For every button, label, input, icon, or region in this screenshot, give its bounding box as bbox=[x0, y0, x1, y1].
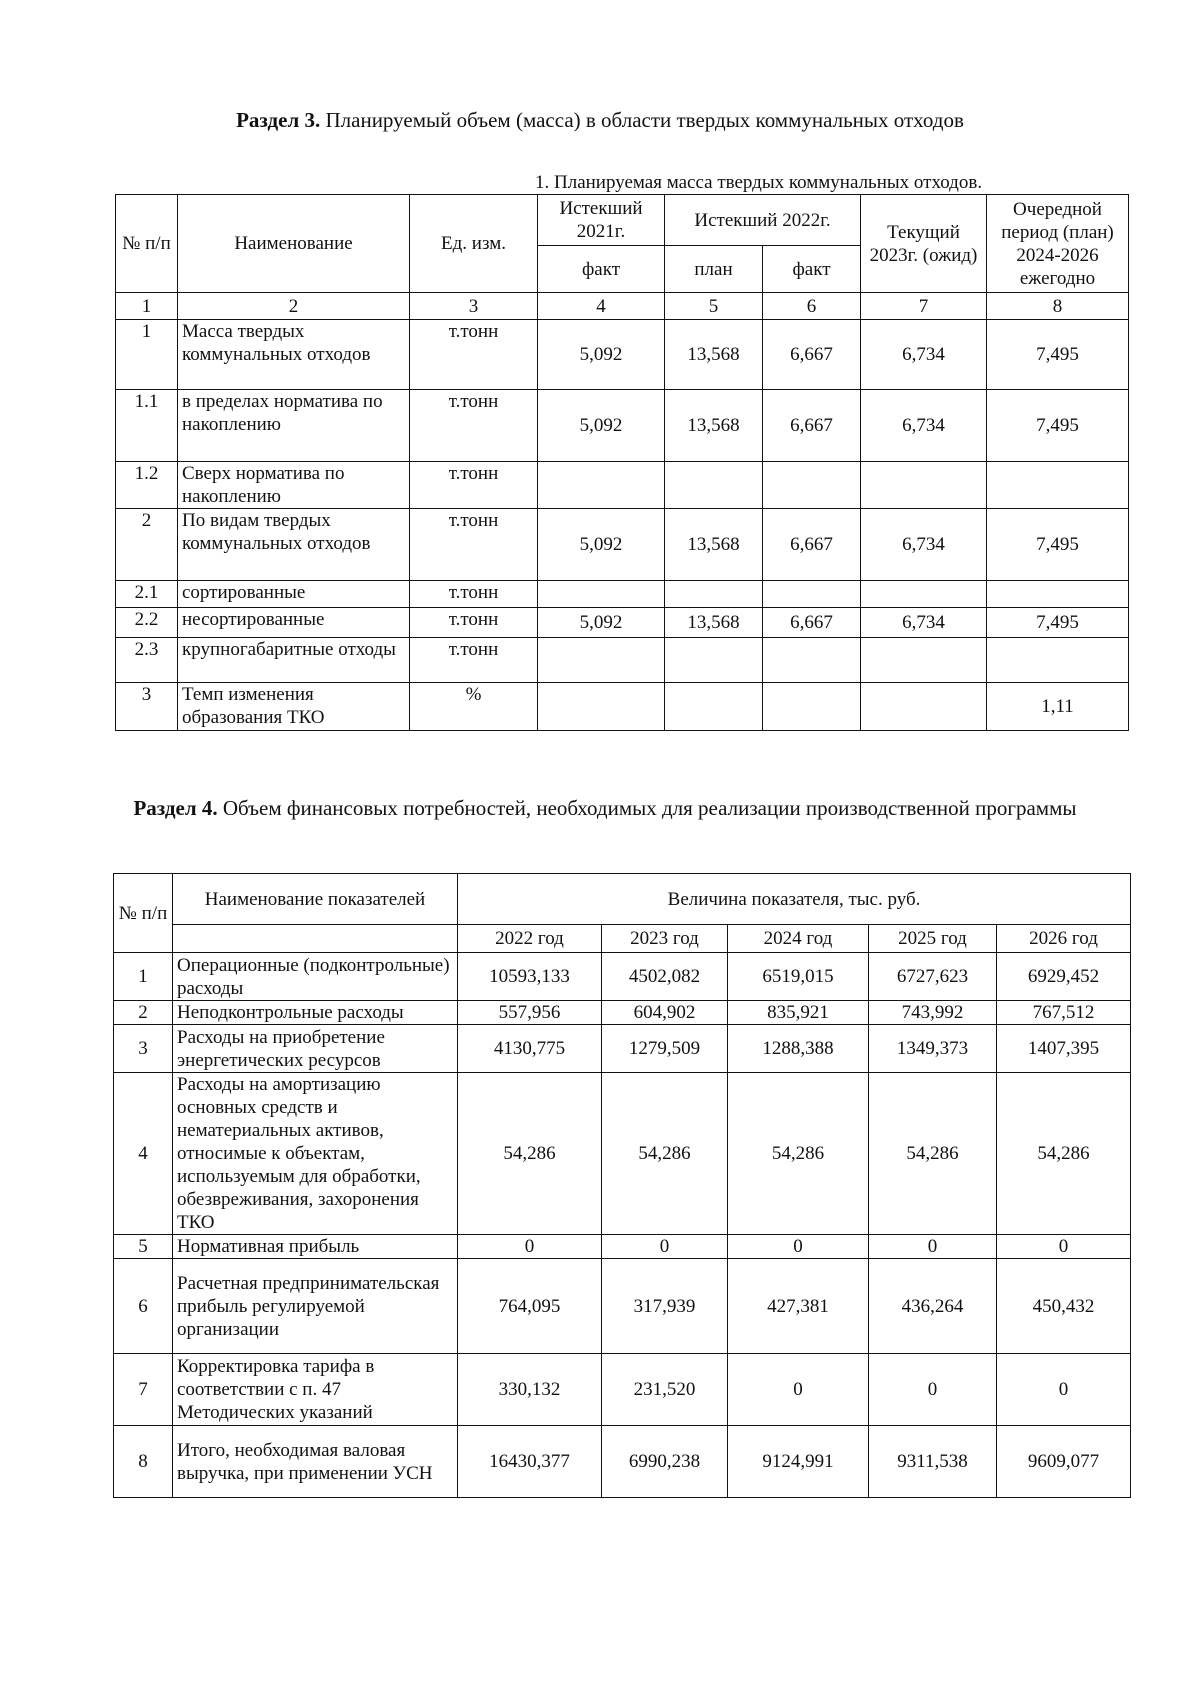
t2-row-value: 0 bbox=[728, 1354, 869, 1426]
t1-row-value bbox=[987, 638, 1129, 683]
t2-row-num: 8 bbox=[114, 1426, 173, 1498]
t2-row-value: 54,286 bbox=[869, 1073, 997, 1235]
t1-row-value bbox=[861, 581, 987, 608]
t2-row-value: 6929,452 bbox=[997, 953, 1131, 1001]
t2-row-name: Неподконтрольные расходы bbox=[173, 1001, 458, 1025]
t1-header-name: Наименование bbox=[178, 195, 410, 293]
t2-row-name: Расходы на амортизацию основных средств и нематериальных активов, относимые к объектам, используемым для обработки, обезвреживания, захоронения ТКО bbox=[173, 1073, 458, 1235]
section4-label: Раздел 4. bbox=[133, 796, 218, 820]
t2-row-value: 764,095 bbox=[458, 1259, 602, 1354]
t2-row-value: 330,132 bbox=[458, 1354, 602, 1426]
t1-row-num: 1.1 bbox=[116, 390, 178, 462]
t1-row bbox=[116, 683, 1129, 731]
t1-row-value: 13,568 bbox=[665, 509, 763, 581]
t2-row-value: 6990,238 bbox=[602, 1426, 728, 1498]
t1-row-num: 3 bbox=[116, 683, 178, 731]
t2-row-num: 2 bbox=[114, 1001, 173, 1025]
t2-row-value: 54,286 bbox=[602, 1073, 728, 1235]
t1-row-value: 6,667 bbox=[763, 509, 861, 581]
t1-row-value bbox=[861, 683, 987, 731]
t1-row-unit: т.тонн bbox=[410, 320, 538, 390]
t2-header-year: 2025 год bbox=[869, 925, 997, 953]
t1-row-unit: т.тонн bbox=[410, 638, 538, 683]
t2-row-value: 9124,991 bbox=[728, 1426, 869, 1498]
t1-header-num: № п/п bbox=[116, 195, 178, 293]
t1-row-num: 2.1 bbox=[116, 581, 178, 608]
t1-row-num: 2.3 bbox=[116, 638, 178, 683]
t2-header-blank bbox=[173, 925, 458, 953]
t2-row-value: 0 bbox=[602, 1235, 728, 1259]
t1-row-value: 6,734 bbox=[861, 509, 987, 581]
t2-header-year: 2022 год bbox=[458, 925, 602, 953]
t1-row-value bbox=[665, 638, 763, 683]
t2-row-value: 4130,775 bbox=[458, 1025, 602, 1073]
t2-row-value: 0 bbox=[997, 1354, 1131, 1426]
t1-row bbox=[116, 581, 1129, 608]
t1-row-name: сортированные bbox=[178, 581, 410, 608]
t2-row-value: 557,956 bbox=[458, 1001, 602, 1025]
t2-row-name: Расчетная предпринимательская прибыль регулируемой организации bbox=[173, 1259, 458, 1354]
t2-row-value: 743,992 bbox=[869, 1001, 997, 1025]
t2-row bbox=[114, 1426, 1131, 1498]
t1-header-2021: Истекший 2021г. bbox=[538, 195, 665, 246]
t2-row-value: 0 bbox=[728, 1235, 869, 1259]
t1-header-2023: Текущий 2023г. (ожид) bbox=[861, 195, 987, 293]
t2-row bbox=[114, 1001, 1131, 1025]
t1-row-value: 7,495 bbox=[987, 320, 1129, 390]
t1-row-value bbox=[763, 683, 861, 731]
t1-row-name: Сверх норматива по накоплению bbox=[178, 462, 410, 509]
t2-row-value: 10593,133 bbox=[458, 953, 602, 1001]
t1-row-value: 5,092 bbox=[538, 608, 665, 638]
section3-heading bbox=[0, 107, 1200, 133]
t1-row-value: 5,092 bbox=[538, 390, 665, 462]
t2-row-value: 54,286 bbox=[728, 1073, 869, 1235]
t2-row-value: 1407,395 bbox=[997, 1025, 1131, 1073]
t1-row bbox=[116, 462, 1129, 509]
t1-row-unit: т.тонн bbox=[410, 390, 538, 462]
t2-row-value: 1288,388 bbox=[728, 1025, 869, 1073]
t2-row-value: 767,512 bbox=[997, 1001, 1131, 1025]
t1-colnum: 1 bbox=[116, 293, 178, 320]
t2-row-num: 3 bbox=[114, 1025, 173, 1073]
t1-row-num: 1 bbox=[116, 320, 178, 390]
t2-row-name: Операционные (подконтрольные) расходы bbox=[173, 953, 458, 1001]
t1-row-value bbox=[763, 581, 861, 608]
t1-row-value bbox=[538, 638, 665, 683]
t1-colnum: 8 bbox=[987, 293, 1129, 320]
t1-colnum: 2 bbox=[178, 293, 410, 320]
t2-row-value: 450,432 bbox=[997, 1259, 1131, 1354]
t1-row-value: 6,667 bbox=[763, 390, 861, 462]
t2-header-year: 2024 год bbox=[728, 925, 869, 953]
t1-row-value bbox=[861, 462, 987, 509]
t1-header-2022-plan: план bbox=[665, 246, 763, 293]
t1-row-name: крупногабаритные отходы bbox=[178, 638, 410, 683]
t2-row-value: 0 bbox=[869, 1235, 997, 1259]
t2-row-value: 427,381 bbox=[728, 1259, 869, 1354]
t1-row-value bbox=[538, 581, 665, 608]
t1-row-name: в пределах норматива по накоплению bbox=[178, 390, 410, 462]
t1-row-value bbox=[987, 462, 1129, 509]
t2-row-value: 0 bbox=[458, 1235, 602, 1259]
t1-row-value: 6,734 bbox=[861, 320, 987, 390]
t1-row-name: несортированные bbox=[178, 608, 410, 638]
t1-row-value: 7,495 bbox=[987, 608, 1129, 638]
t2-row bbox=[114, 953, 1131, 1001]
t2-row-value: 6727,623 bbox=[869, 953, 997, 1001]
t2-row-value: 4502,082 bbox=[602, 953, 728, 1001]
t1-row-name: Темп изменения образования ТКО bbox=[178, 683, 410, 731]
t2-row bbox=[114, 1025, 1131, 1073]
t2-row-value: 231,520 bbox=[602, 1354, 728, 1426]
t2-row-value: 9609,077 bbox=[997, 1426, 1131, 1498]
t1-header-2022: Истекший 2022г. bbox=[665, 195, 861, 246]
t2-row-num: 6 bbox=[114, 1259, 173, 1354]
t1-column-numbers bbox=[116, 293, 1129, 320]
t1-row-value bbox=[763, 462, 861, 509]
t2-row-value: 604,902 bbox=[602, 1001, 728, 1025]
t2-row-value: 9311,538 bbox=[869, 1426, 997, 1498]
t1-row-unit: т.тонн bbox=[410, 581, 538, 608]
t2-row-num: 5 bbox=[114, 1235, 173, 1259]
t1-row-value bbox=[665, 462, 763, 509]
t1-header-next-period: Очередной период (план) 2024-2026 ежегодно bbox=[987, 195, 1129, 293]
t1-row-value: 6,667 bbox=[763, 608, 861, 638]
t1-row bbox=[116, 509, 1129, 581]
t1-row-num: 2 bbox=[116, 509, 178, 581]
t2-row bbox=[114, 1354, 1131, 1426]
t1-row-value: 7,495 bbox=[987, 509, 1129, 581]
t1-row-value: 6,667 bbox=[763, 320, 861, 390]
t1-row-unit: т.тонн bbox=[410, 462, 538, 509]
t2-row-value: 1349,373 bbox=[869, 1025, 997, 1073]
t2-row-value: 16430,377 bbox=[458, 1426, 602, 1498]
t1-header-2021-fact: факт bbox=[538, 246, 665, 293]
t1-row-num: 2.2 bbox=[116, 608, 178, 638]
t2-row-value: 436,264 bbox=[869, 1259, 997, 1354]
t2-row-value: 54,286 bbox=[458, 1073, 602, 1235]
t1-row-num: 1.2 bbox=[116, 462, 178, 509]
t1-row-value bbox=[538, 462, 665, 509]
t1-row bbox=[116, 638, 1129, 683]
t2-row-value: 1279,509 bbox=[602, 1025, 728, 1073]
t1-row-unit: т.тонн bbox=[410, 608, 538, 638]
t1-row-value: 1,11 bbox=[987, 683, 1129, 731]
t1-header-unit: Ед. изм. bbox=[410, 195, 538, 293]
t2-row bbox=[114, 1259, 1131, 1354]
t1-row-value bbox=[665, 683, 763, 731]
t2-row-num: 1 bbox=[114, 953, 173, 1001]
t2-row-value: 0 bbox=[869, 1354, 997, 1426]
t1-row-value: 7,495 bbox=[987, 390, 1129, 462]
t1-row-value bbox=[861, 638, 987, 683]
t2-header-year: 2023 год bbox=[602, 925, 728, 953]
t1-row bbox=[116, 390, 1129, 462]
t1-header-2022-fact: факт bbox=[763, 246, 861, 293]
section3-label: Раздел 3. bbox=[236, 108, 321, 132]
t1-colnum: 4 bbox=[538, 293, 665, 320]
t2-row-value: 835,921 bbox=[728, 1001, 869, 1025]
t1-row-value bbox=[987, 581, 1129, 608]
t1-row-value: 13,568 bbox=[665, 390, 763, 462]
t2-row-name: Нормативная прибыль bbox=[173, 1235, 458, 1259]
table1-caption: 1. Планируемая масса твердых коммунальных отходов. bbox=[535, 172, 983, 193]
waste-mass-table bbox=[115, 194, 1129, 731]
section4-heading bbox=[130, 795, 1080, 821]
t1-row-value: 13,568 bbox=[665, 320, 763, 390]
section3-title: Планируемый объем (масса) в области твердых коммунальных отходов bbox=[325, 108, 964, 132]
t1-row bbox=[116, 608, 1129, 638]
t2-row-num: 7 bbox=[114, 1354, 173, 1426]
t1-row bbox=[116, 320, 1129, 390]
financial-needs-table bbox=[113, 873, 1131, 1498]
t2-row-value: 6519,015 bbox=[728, 953, 869, 1001]
t2-row-value: 0 bbox=[997, 1235, 1131, 1259]
t1-colnum: 7 bbox=[861, 293, 987, 320]
t1-row-value bbox=[763, 638, 861, 683]
t2-row-name: Итого, необходимая валовая выручка, при применении УСН bbox=[173, 1426, 458, 1498]
t1-row-value bbox=[538, 683, 665, 731]
t1-row-unit: т.тонн bbox=[410, 509, 538, 581]
t2-header-year: 2026 год bbox=[997, 925, 1131, 953]
t1-row-value: 13,568 bbox=[665, 608, 763, 638]
t2-row-name: Корректировка тарифа в соответствии с п. 47 Методических указаний bbox=[173, 1354, 458, 1426]
t1-colnum: 5 bbox=[665, 293, 763, 320]
t2-header-name: Наименование показателей bbox=[173, 874, 458, 925]
t2-header-num: № п/п bbox=[114, 874, 173, 953]
t1-row-value: 5,092 bbox=[538, 509, 665, 581]
section4-title: Объем финансовых потребностей, необходимых для реализации производственной программы bbox=[222, 796, 1077, 820]
t2-header-value: Величина показателя, тыс. руб. bbox=[458, 874, 1131, 925]
t1-colnum: 3 bbox=[410, 293, 538, 320]
t1-row-value: 5,092 bbox=[538, 320, 665, 390]
t2-row bbox=[114, 1235, 1131, 1259]
t1-row-name: Масса твердых коммунальных отходов bbox=[178, 320, 410, 390]
t1-row-name: По видам твердых коммунальных отходов bbox=[178, 509, 410, 581]
t2-row-name: Расходы на приобретение энергетических ресурсов bbox=[173, 1025, 458, 1073]
t1-row-value: 6,734 bbox=[861, 608, 987, 638]
t2-row bbox=[114, 1073, 1131, 1235]
t2-row-num: 4 bbox=[114, 1073, 173, 1235]
t2-row-value: 317,939 bbox=[602, 1259, 728, 1354]
t1-row-value bbox=[665, 581, 763, 608]
t1-row-value: 6,734 bbox=[861, 390, 987, 462]
t1-row-unit: % bbox=[410, 683, 538, 731]
t2-row-value: 54,286 bbox=[997, 1073, 1131, 1235]
t1-colnum: 6 bbox=[763, 293, 861, 320]
